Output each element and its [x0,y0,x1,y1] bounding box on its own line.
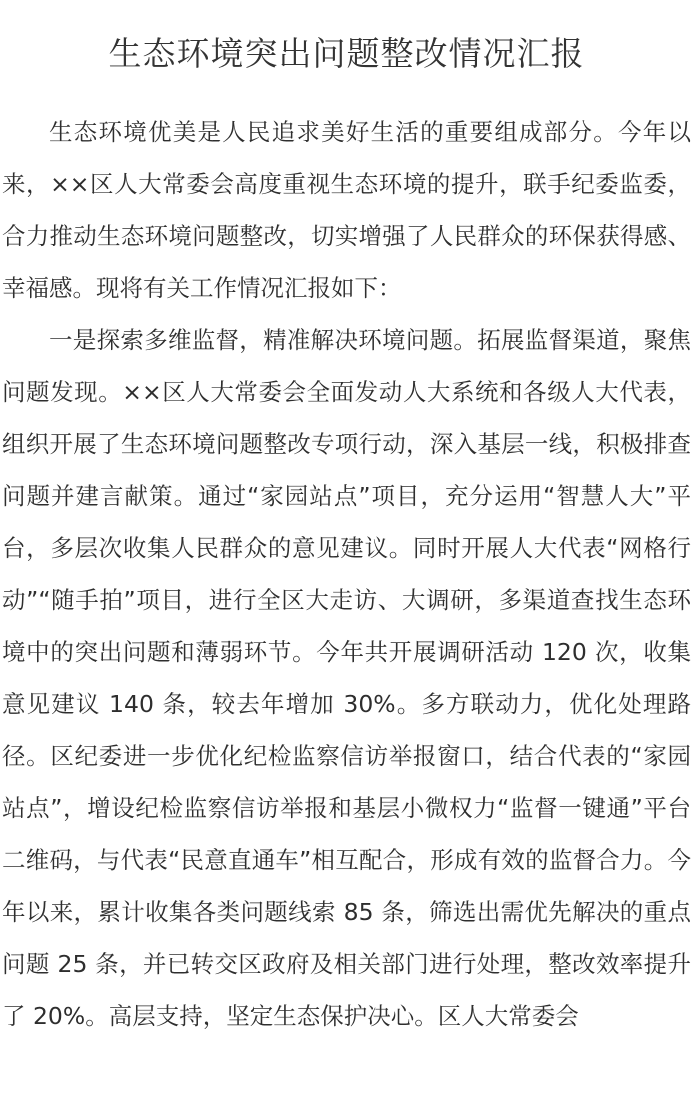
document-body [2,106,691,1042]
paragraph-intro: 生态环境优美是人民追求美好生活的重要组成部分。今年以来，××区人大常委会高度重视生态环境的提升，联手纪委监委，合力推动生态环境问题整改，切实增强了人民群众的环保获得感、幸福感。现将有关工作情况汇报如下： [2,118,691,302]
paragraph-supervision: 一是探索多维监督，精准解决环境问题。拓展监督渠道，聚焦问题发现。××区人大常委会全面发动人大系统和各级人大代表，组织开展了生态环境问题整改专项行动，深入基层一线，积极排查问题并建言献策。通过“家园站点”项目，充分运用“智慧人大”平台，多层次收集人民群众的意见建议。同时开展人大代表“网格行动”“随手拍”项目，进行全区大走访、大调研，多渠道查找生态环境中的突出问题和薄弱环节。今年共开展调研活动 120 次，收集意见建议 140 条，较去年增加 30%。多方联动力，优化处理路径。区纪委进一步优化纪检监察信访举报窗口，结合代表的“家园站点”，增设纪检监察信访举报和基层小微权力“监督一键通”平台二维码，与代表“民意直通车”相互配合，形成有效的监督合力。今年以来，累计收集各类问题线索 85 条，筛选出需优先解决的重点问题 25 条，并已转交区政府及相关部门进行处理，整改效率提升了 20%。高层支持，坚定生态保护决心。区人大常委会 [2,326,691,1030]
document-title: 生态环境突出问题整改情况汇报 [108,34,585,73]
